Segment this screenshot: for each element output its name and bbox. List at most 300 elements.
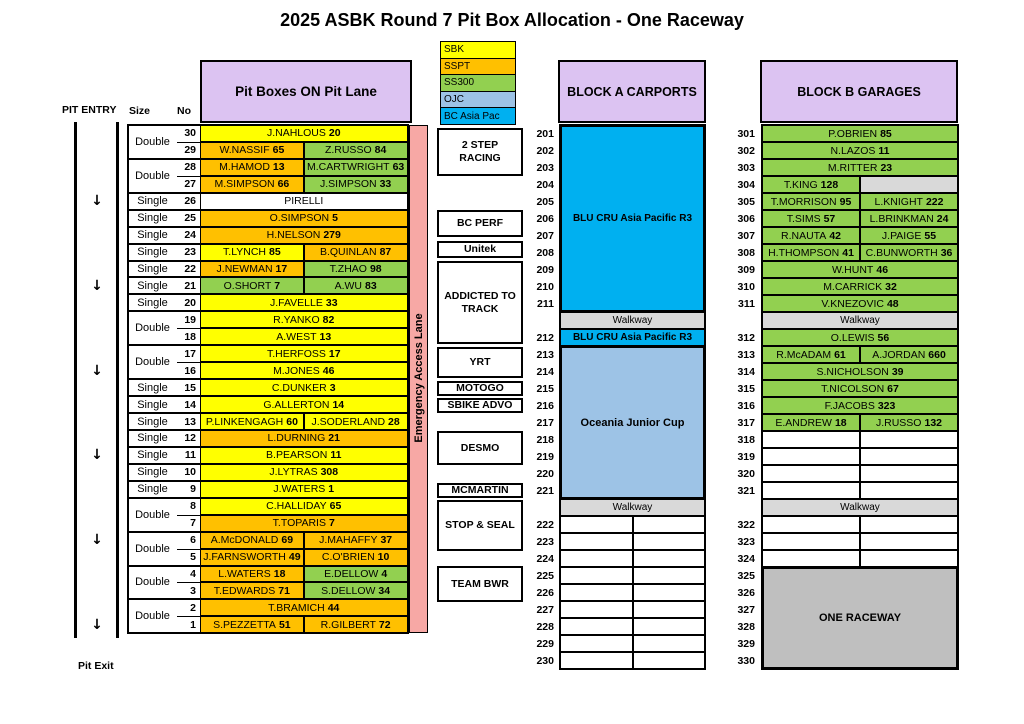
walkway-row: Walkway	[762, 499, 958, 516]
legend-item-ss300: SS300	[440, 74, 516, 92]
rider-name: J.SIMPSON	[319, 178, 377, 191]
rider-name: L.WATERS	[218, 568, 271, 581]
row-divider-line	[177, 142, 200, 143]
pit-box-cell	[304, 277, 408, 294]
pit-box-cell	[304, 549, 408, 566]
pit-row-number: 12	[184, 432, 196, 445]
pit-box-cell	[860, 346, 958, 363]
rider-name: T.EDWARDS	[213, 584, 276, 597]
rider-name: M.HAMOD	[219, 161, 270, 174]
rider-name: T.SIMS	[786, 212, 821, 225]
pit-row-number: 28	[184, 161, 196, 174]
pit-box-cell	[633, 533, 706, 550]
pit-size-label: Single	[137, 415, 168, 428]
rider-name: J.MAHAFFY	[319, 534, 378, 547]
pit-box-cell	[762, 244, 860, 261]
block-row-number: 310	[737, 280, 755, 293]
pit-box-cell	[762, 159, 958, 176]
pit-row-number: 20	[184, 296, 196, 309]
rider-number: 7	[274, 279, 281, 292]
pit-box-cell	[860, 176, 958, 193]
rider-number: 95	[839, 195, 852, 208]
rider-number: 279	[323, 229, 341, 242]
pit-box-cell	[762, 397, 958, 414]
walkway-row: Walkway	[560, 312, 705, 329]
pit-row-number: 10	[184, 466, 196, 479]
pit-row-number: 7	[190, 517, 196, 530]
pit-box-cell	[200, 481, 408, 498]
rider-name: A.JORDAN	[872, 348, 926, 361]
rider-number: 33	[379, 178, 392, 191]
pit-box-cell	[200, 176, 304, 193]
block-row-number: 218	[536, 433, 554, 446]
pit-box-cell	[560, 550, 633, 567]
pit-entry-lane-line	[116, 122, 119, 638]
block-row-number: 208	[536, 246, 554, 259]
pit-box-cell	[762, 380, 958, 397]
rider-name: C.DUNKER	[271, 381, 327, 394]
pit-box-cell	[200, 244, 304, 261]
rider-number: 24	[936, 212, 949, 225]
block-row-number: 315	[737, 382, 755, 395]
rider-name: T.BRAMICH	[268, 601, 325, 614]
block-row-number: 216	[536, 399, 554, 412]
block-row-number: 207	[536, 229, 554, 242]
pit-box-cell	[200, 566, 304, 583]
rider-number: 13	[272, 161, 285, 174]
pit-box-cell	[762, 295, 958, 312]
pit-box-cell	[860, 482, 958, 499]
rider-number: 42	[829, 229, 841, 242]
pit-box-cell	[200, 362, 408, 379]
rider-number: 63	[392, 161, 405, 174]
rider-number: 1	[328, 483, 335, 496]
rider-name: BLU CRU Asia Pacific R3	[572, 332, 693, 343]
pit-size-label: Single	[137, 246, 168, 259]
block-row-number: 317	[737, 416, 755, 429]
pit-size-label: Single	[137, 212, 168, 225]
rider-number: 11	[330, 449, 342, 462]
team-box: TEAM BWR	[437, 566, 523, 602]
pit-box-cell	[860, 465, 958, 482]
pit-box-cell	[633, 567, 706, 584]
pit-box-cell	[304, 582, 408, 599]
pit-box-cell	[860, 210, 958, 227]
rider-number: 72	[378, 618, 391, 631]
rider-name: H.THOMPSON	[768, 246, 840, 259]
pit-box-cell	[200, 379, 408, 396]
pit-box-cell	[762, 329, 958, 346]
pit-box-cell	[762, 431, 860, 448]
rider-name: J.RUSSO	[875, 416, 922, 429]
team-box: STOP & SEAL	[437, 500, 523, 551]
rider-number: 222	[925, 195, 944, 208]
rider-name: V.KNEZOVIC	[821, 297, 884, 310]
block-row-number: 229	[536, 637, 554, 650]
pit-box-cell	[200, 159, 304, 176]
rider-number: 82	[322, 313, 335, 326]
pit-box-cell	[304, 142, 408, 159]
team-box: BC PERF	[437, 210, 523, 237]
pit-box-cell	[633, 584, 706, 601]
down-arrow-icon: ↓	[91, 532, 103, 549]
rider-name: R.McADAM	[776, 348, 832, 361]
pit-exit-label: Pit Exit	[78, 660, 114, 672]
rider-name: W.NASSIF	[219, 144, 270, 157]
pit-entry-lane-line	[74, 122, 77, 638]
rider-number: 18	[273, 568, 286, 581]
team-box: ADDICTED TO TRACK	[437, 261, 523, 344]
pit-box-cell	[560, 567, 633, 584]
rider-number: 69	[281, 534, 294, 547]
pit-box-cell	[560, 652, 633, 669]
rider-name: J.NEWMAN	[216, 263, 273, 276]
block-row-number: 330	[737, 654, 755, 667]
pit-size-label: Double	[135, 169, 170, 182]
block-b-header: BLOCK B GARAGES	[760, 60, 958, 123]
legend-item-sbk: SBK	[440, 41, 516, 59]
pit-box-cell	[762, 193, 860, 210]
pit-box-cell	[860, 533, 958, 550]
row-divider-line	[177, 515, 200, 516]
rider-number: 39	[891, 365, 904, 378]
walkway-row: Walkway	[762, 312, 958, 329]
rider-number: 41	[842, 246, 854, 259]
team-box: SBIKE ADVO	[437, 398, 523, 413]
pit-box-cell	[762, 482, 860, 499]
legend-item-ojc: OJC	[440, 91, 516, 109]
pit-box-cell	[200, 582, 304, 599]
rider-number: 37	[380, 534, 393, 547]
pit-size-label: Single	[137, 466, 168, 479]
rider-name: J.PAIGE	[881, 229, 922, 242]
pit-row-number: 1	[190, 618, 196, 631]
rider-name: M.CARRICK	[823, 280, 883, 293]
block-row-number: 322	[737, 518, 755, 531]
row-divider-line	[177, 616, 200, 617]
pit-row-number: 14	[184, 398, 196, 411]
pit-row-number: 13	[184, 415, 196, 428]
pit-size-label: Double	[135, 542, 170, 555]
block-row-number: 217	[536, 416, 554, 429]
pit-box-cell	[200, 396, 408, 413]
pit-box-cell	[560, 533, 633, 550]
rider-name: J.SODERLAND	[311, 415, 386, 428]
pit-row-number: 19	[184, 313, 196, 326]
pit-box-cell	[560, 635, 633, 652]
pit-box-cell	[200, 142, 304, 159]
pit-box-cell	[200, 549, 304, 566]
pit-box-cell	[200, 328, 408, 345]
pit-box-cell	[304, 159, 408, 176]
rider-number: 128	[820, 178, 839, 191]
pit-box-cell	[304, 616, 408, 633]
pit-box-cell	[762, 210, 860, 227]
rider-number: 87	[379, 246, 392, 259]
rider-name: P.LINKENGAGH	[205, 415, 284, 428]
pit-row-number: 11	[184, 449, 196, 462]
rider-name: J.FAVELLE	[269, 296, 323, 309]
rider-number: 98	[369, 263, 382, 276]
row-divider-line	[177, 176, 200, 177]
rider-name: PIRELLI	[284, 195, 324, 208]
pit-box-cell	[560, 601, 633, 618]
pit-box-cell	[762, 363, 958, 380]
pit-row-number: 6	[190, 534, 196, 547]
rider-number: 83	[364, 279, 377, 292]
rider-number: 32	[885, 280, 897, 293]
rider-number: 34	[378, 584, 391, 597]
pit-row-number: 2	[190, 601, 196, 614]
pit-box-cell	[304, 532, 408, 549]
team-box: MOTOGO	[437, 381, 523, 396]
pit-box-cell	[304, 566, 408, 583]
pit-box-cell	[200, 210, 408, 227]
rider-number: 66	[277, 178, 290, 191]
rider-name: T.ZHAO	[329, 263, 367, 276]
rider-name: G.ALLERTON	[263, 398, 330, 411]
rider-number: 7	[328, 517, 335, 530]
down-arrow-icon: ↓	[91, 193, 103, 210]
rider-number: 46	[876, 263, 889, 276]
rider-name: F.JACOBS	[824, 399, 875, 412]
block-row-number: 316	[737, 399, 755, 412]
pit-size-label: Double	[135, 356, 170, 369]
block-row-number: 204	[536, 178, 554, 191]
rider-number: 23	[880, 161, 893, 174]
rider-name: B.QUINLAN	[319, 246, 377, 259]
pit-row-number: 23	[184, 246, 196, 259]
rider-number: 36	[940, 246, 953, 259]
rider-number: 33	[325, 296, 338, 309]
pit-row-number: 27	[184, 178, 196, 191]
rider-name: T.KING	[783, 178, 818, 191]
rider-name: J.WATERS	[273, 483, 326, 496]
rider-number: 46	[322, 364, 335, 377]
rider-number: 44	[327, 601, 340, 614]
rider-number: 11	[878, 144, 890, 157]
rider-name: A.WU	[334, 279, 362, 292]
pit-box-cell	[200, 261, 304, 278]
rider-name: S.PEZZETTA	[213, 618, 276, 631]
block-row-number: 311	[738, 297, 755, 310]
block-merged-area: ONE RACEWAY	[762, 567, 958, 669]
pit-row-number: 30	[184, 127, 196, 140]
team-box: YRT	[437, 347, 523, 378]
block-row-number: 306	[737, 212, 755, 225]
rider-name: S.DELLOW	[321, 584, 376, 597]
rider-number: 28	[388, 415, 400, 428]
pit-box-cell	[762, 414, 860, 431]
pit-row-number: 21	[184, 279, 196, 292]
block-row-number: 228	[536, 620, 554, 633]
rider-name: R.YANKO	[273, 313, 320, 326]
pit-row-number: 15	[184, 381, 196, 394]
pit-box-cell	[200, 447, 408, 464]
block-row-number: 221	[536, 484, 554, 497]
pit-box-cell	[200, 430, 408, 447]
rider-number: 308	[320, 466, 339, 479]
team-box: DESMO	[437, 431, 523, 465]
block-row-number: 212	[536, 331, 554, 344]
pit-box-cell	[762, 261, 958, 278]
pit-box-cell	[633, 652, 706, 669]
row-divider-line	[177, 362, 200, 363]
pit-size-label: Single	[137, 398, 168, 411]
block-row-number: 326	[737, 586, 755, 599]
pit-size-label: Double	[135, 322, 170, 335]
pit-box-cell	[200, 464, 408, 481]
block-row-number: 230	[536, 654, 554, 667]
block-row-number: 314	[737, 365, 755, 378]
block-row-number: 308	[737, 246, 755, 259]
pit-box-cell	[860, 516, 958, 533]
block-row-number: 319	[737, 450, 755, 463]
pit-box-cell	[200, 125, 408, 142]
pit-box-cell	[200, 515, 408, 532]
block-row-number: 303	[737, 161, 755, 174]
block-row-number: 312	[737, 331, 755, 344]
pit-box-cell	[762, 142, 958, 159]
rider-number: 85	[269, 246, 281, 259]
block-row-number: 206	[536, 212, 554, 225]
block-row-number: 325	[737, 569, 755, 582]
pit-box-cell	[860, 244, 958, 261]
rider-name: A.McDONALD	[210, 534, 279, 547]
pit-box-cell	[560, 516, 633, 533]
rider-name: C.HALLIDAY	[266, 500, 327, 513]
legend-item-bc-asia-pac: BC Asia Pac	[440, 107, 516, 125]
block-a-header: BLOCK A CARPORTS	[558, 60, 706, 123]
pit-box-cell	[860, 550, 958, 567]
rider-name: M.JONES	[273, 364, 320, 377]
pit-box-cell	[860, 431, 958, 448]
pit-box-cell	[200, 311, 408, 328]
block-row-number: 203	[536, 161, 554, 174]
block-row-number: 309	[737, 263, 755, 276]
pit-box-cell	[762, 346, 860, 363]
block-row-number: 321	[737, 484, 755, 497]
pit-size-label: Single	[137, 279, 168, 292]
block-row-number: 305	[737, 195, 755, 208]
rider-name: M.RITTER	[827, 161, 878, 174]
rider-number: 67	[887, 382, 899, 395]
rider-name: T.LYNCH	[223, 246, 267, 259]
rider-number: 65	[272, 144, 285, 157]
pit-box-cell	[200, 345, 408, 362]
pit-lane-header: Pit Boxes ON Pit Lane	[200, 60, 412, 123]
rider-number: 323	[877, 399, 896, 412]
pit-box-cell	[633, 601, 706, 618]
pit-row-number: 17	[184, 347, 196, 360]
rider-number: 660	[928, 348, 946, 361]
pit-row-number: 29	[184, 144, 196, 157]
block-row-number: 320	[737, 467, 755, 480]
row-divider-line	[177, 582, 200, 583]
rider-number: 49	[288, 551, 301, 564]
rider-number: 51	[278, 618, 291, 631]
rider-number: 18	[834, 416, 847, 429]
rider-name: S.NICHOLSON	[816, 365, 889, 378]
pit-box-cell	[304, 176, 408, 193]
pit-box-cell	[860, 448, 958, 465]
block-row-number: 215	[536, 382, 554, 395]
block-row-number: 210	[536, 280, 554, 293]
pit-box-cell	[304, 413, 408, 430]
pit-row-number: 25	[184, 212, 196, 225]
rider-number: 13	[319, 330, 332, 343]
emergency-access-lane-label: Emergency Access Lane	[413, 313, 425, 443]
rider-name: T.MORRISON	[770, 195, 837, 208]
rider-number: 85	[880, 127, 892, 140]
rider-number: 132	[924, 416, 943, 429]
pit-box-cell	[633, 635, 706, 652]
block-row-number: 224	[536, 552, 554, 565]
rider-name: N.LAZOS	[830, 144, 876, 157]
pit-box-cell	[860, 227, 958, 244]
block-row-number: 209	[536, 263, 554, 276]
team-box: 2 STEP RACING	[437, 128, 523, 176]
pit-row-number: 3	[190, 584, 196, 597]
pit-box-cell	[860, 414, 958, 431]
rider-number: 21	[328, 432, 340, 445]
rider-number: 17	[275, 263, 288, 276]
pit-box-cell	[560, 329, 705, 346]
rider-number: 10	[377, 551, 390, 564]
block-row-number: 213	[536, 348, 554, 361]
rider-name: P.OBRIEN	[828, 127, 878, 140]
rider-name: O.SHORT	[223, 279, 272, 292]
pit-size-label: Single	[137, 263, 168, 276]
team-box: MCMARTIN	[437, 483, 523, 498]
rider-number: 71	[278, 584, 290, 597]
pit-box-cell	[200, 599, 408, 616]
pit-size-label: Double	[135, 610, 170, 623]
pit-box-cell	[200, 616, 304, 633]
rider-name: W.HUNT	[831, 263, 874, 276]
rider-name: L.BRINKMAN	[869, 212, 934, 225]
block-row-number: 202	[536, 144, 554, 157]
pit-entry-label: PIT ENTRY	[62, 104, 117, 116]
rider-name: T.HERFOSS	[266, 347, 326, 360]
rider-name: E.DELLOW	[324, 568, 379, 581]
pit-box-cell	[762, 227, 860, 244]
rider-name: M.SIMPSON	[214, 178, 275, 191]
pit-size-label: Single	[137, 296, 168, 309]
rider-name: R.NAUTA	[781, 229, 827, 242]
emergency-access-lane	[409, 125, 428, 633]
rider-number: 5	[332, 212, 338, 225]
rider-name: E.ANDREW	[775, 416, 832, 429]
pit-box-cell	[762, 176, 860, 193]
pit-row-number: 9	[190, 483, 196, 496]
pit-box-cell	[304, 261, 408, 278]
block-row-number: 327	[737, 603, 755, 616]
rider-name: A.WEST	[276, 330, 317, 343]
rider-name: T.TOPARIS	[272, 517, 326, 530]
pit-row-number: 22	[184, 263, 196, 276]
pit-box-cell	[762, 465, 860, 482]
pit-box-cell	[560, 618, 633, 635]
block-row-number: 219	[536, 450, 554, 463]
rider-name: J.NAHLOUS	[266, 127, 326, 140]
rider-name: H.NELSON	[266, 229, 321, 242]
rider-number: 17	[328, 347, 341, 360]
block-row-number: 222	[536, 518, 554, 531]
rider-name: L.KNIGHT	[874, 195, 923, 208]
rider-name: O.SIMPSON	[269, 212, 330, 225]
pit-row-number: 4	[190, 568, 196, 581]
